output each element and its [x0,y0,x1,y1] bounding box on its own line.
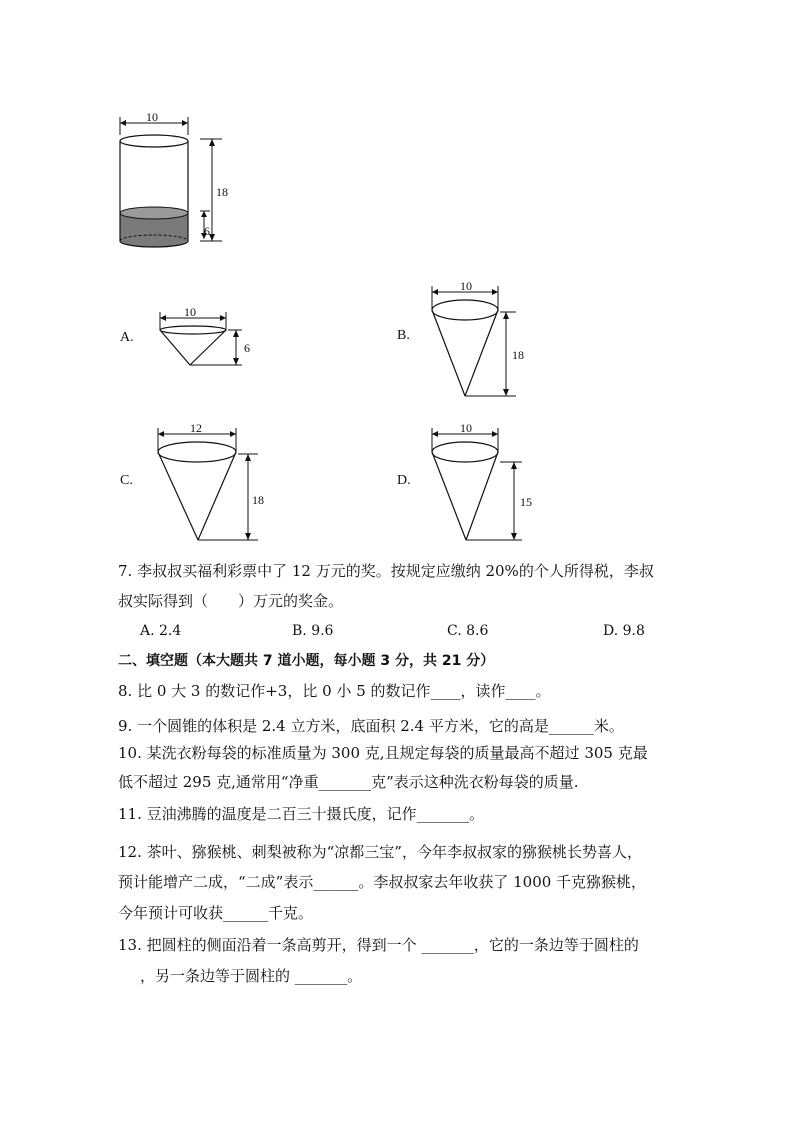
q7-option-d: D. 9.8 [603,623,645,639]
q7-line1: 7. 李叔叔买福利彩票中了 12 万元的奖。按规定应缴纳 20%的个人所得税，李叔 [118,562,654,580]
q7-option-c: C. 8.6 [447,623,489,639]
cylinder-height-label: 18 [216,185,228,199]
section-2-heading: 二、填空题（本大题共 7 道小题，每小题 3 分，共 21 分） [118,653,495,669]
cone-a-diameter-label: 10 [184,305,196,319]
cone-c-height-label: 18 [252,493,264,507]
cone-c-diameter-label: 12 [190,421,202,435]
q10-line1: 10. 某洗衣粉每袋的标准质量为 300 克,且规定每袋的质量最高不超过 305 克最 [118,744,648,762]
cone-b-figure [424,276,534,402]
q13-line1: 13. 把圆柱的侧面沿着一条高剪开，得到一个 _______，它的一条边等于圆柱的 [118,936,639,954]
cylinder-diameter-label: 10 [146,110,158,124]
cylinder-water-label: 6 [204,224,210,238]
option-c-letter: C. [120,473,133,488]
option-a-letter: A. [120,330,134,345]
cylinder-figure [110,105,250,255]
cone-d-diameter-label: 10 [460,421,472,435]
q9-text: 9. 一个圆锥的体积是 2.4 立方米，底面积 2.4 平方米，它的高是______米。 [118,717,624,735]
option-d-letter: D. [397,473,411,488]
option-b-letter: B. [397,328,410,343]
q12-line2: 预计能增产二成，“二成”表示______。李叔叔家去年收获了 1000 千克猕猴桃， [118,873,647,891]
q7-option-a: A. 2.4 [140,623,182,639]
q10-line2: 低不超过 295 克,通常用“净重_______克”表示这种洗衣粉每袋的质量. [118,773,579,791]
cone-d-height-label: 15 [520,495,532,509]
cone-d-figure [424,414,544,546]
q12-line3: 今年预计可收获______千克。 [118,904,314,922]
q7-option-b: B. 9.6 [292,623,334,639]
q7-line2: 叔实际得到（ ）万元的奖金。 [118,592,344,610]
q11-text: 11. 豆油沸腾的温度是二百三十摄氏度，记作_______。 [118,805,485,823]
cone-c-figure [150,414,270,546]
q12-line1: 12. 茶叶、猕猴桃、刺梨被称为“凉都三宝”，今年李叔叔家的猕猴桃长势喜人， [118,843,642,861]
q13-line2: ，另一条边等于圆柱的 _______。 [140,967,363,985]
cone-b-height-label: 18 [512,348,524,362]
q8-text: 8. 比 0 大 3 的数记作+3，比 0 小 5 的数记作____，读作____。 [118,682,551,700]
cone-a-figure [150,302,260,374]
cone-b-diameter-label: 10 [460,279,472,293]
cone-a-height-label: 6 [244,341,250,355]
